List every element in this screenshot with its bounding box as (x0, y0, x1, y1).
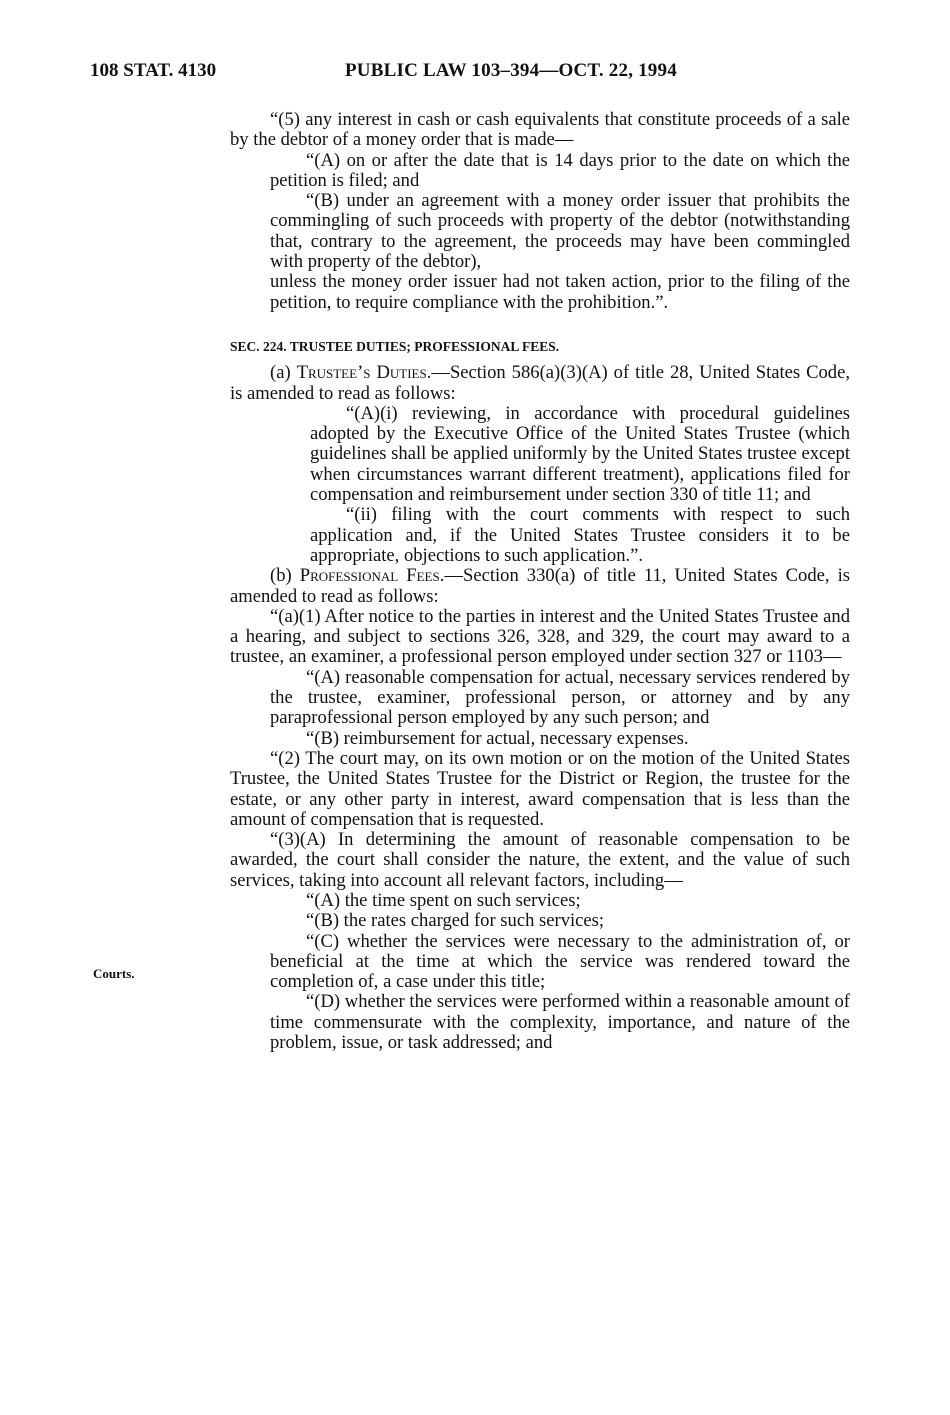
stat-citation: 108 STAT. 4130 (90, 60, 217, 81)
quoted-A-i: “(A)(i) reviewing, in accordance with procedural guidelines adopted by the Executive Office of the United States Trustee (which guidelines shall be applied uniformly by the United States trustee except when circumstances warrant different treatment), applications filed for compensation and reimbursement under section 330 of title 11; and (310, 402, 850, 506)
paragraph-5-B: “(B) under an agreement with a money order issuer that prohibits the commingling of such proceeds with property of the debtor (notwithstanding that, contrary to the agreement, the proceeds may have been commingled with property of the debtor), (270, 190, 850, 273)
paragraph-unless: unless the money order issuer had not taken action, prior to the filing of the petition, to require compliance with the prohibition.”. (270, 271, 850, 313)
section-heading: SEC. 224. TRUSTEE DUTIES; PROFESSIONAL FEES. (230, 338, 560, 354)
quoted-a-1-A: “(A) reasonable compensation for actual, necessary services rendered by the trustee, examiner, professional person, or attorney and by any paraprofessional person employed by any such person; and (270, 666, 850, 729)
subsection-a-label: (a) (270, 362, 297, 384)
paragraph-5: “(5) any interest in cash or cash equivalents that constitute proceeds of a sale by the debtor of a money order that is made— (230, 109, 850, 151)
quoted-ii: “(ii) filing with the court comments with respect to such application and, if the United States Trustee considers it to be appropriate, objections to such application.”. (310, 504, 850, 566)
subsection-b (230, 566, 850, 607)
subsection-b-text: .—Section 330(a) of title 11, United States Code, is amended to read as follows: (230, 565, 850, 607)
subsection-b-heading: Professional Fees (299, 565, 440, 587)
factor-A: “(A) the time spent on such services; (306, 889, 581, 911)
factor-B: “(B) the rates charged for such services; (306, 910, 605, 932)
quoted-2: “(2) The court may, on its own motion or on the motion of the United States Trustee, the United States Trustee for the District or Region, the trustee for the estate, or any other party in interest, award compensation that is less than the amount of compensation that is requested. (230, 747, 850, 830)
factor-D: “(D) whether the services were performed within a reasonable amount of time commensurate with the complexity, importance, and nature of the problem, issue, or task addressed; and (270, 991, 850, 1054)
paragraph-5-A: “(A) on or after the date that is 14 days prior to the date on which the petition is filed; and (270, 149, 850, 191)
subsection-a-text: .—Section 586(a)(3)(A) of title 28, United States Code, is amended to read as follows: (230, 362, 850, 404)
page-header (90, 60, 850, 90)
document-body (230, 110, 850, 1053)
subsection-a (230, 363, 850, 404)
quoted-a-1-B: “(B) reimbursement for actual, necessary expenses. (306, 727, 689, 749)
subsection-a-heading: Trustee’s Duties (296, 362, 427, 384)
margin-note: Courts. (93, 966, 135, 981)
subsection-b-label: (b) (270, 565, 300, 587)
factor-C: “(C) whether the services were necessary to the administration of, or beneficial at the time at which the service was rendered toward the completion of, a case under this title; (270, 930, 850, 993)
quoted-3-A: “(3)(A) In determining the amount of reasonable compensation to be awarded, the court shall consider the nature, the extent, and the value of such services, taking into account all relevant factors, including— (230, 829, 850, 891)
quoted-a-1: “(a)(1) After notice to the parties in interest and the United States Trustee and a hearing, and subject to sections 326, 328, and 329, the court may award to a trustee, an examiner, a professional person employed under section 327 or 1103— (230, 605, 850, 668)
public-law-title: PUBLIC LAW 103–394—OCT. 22, 1994 (345, 60, 677, 81)
